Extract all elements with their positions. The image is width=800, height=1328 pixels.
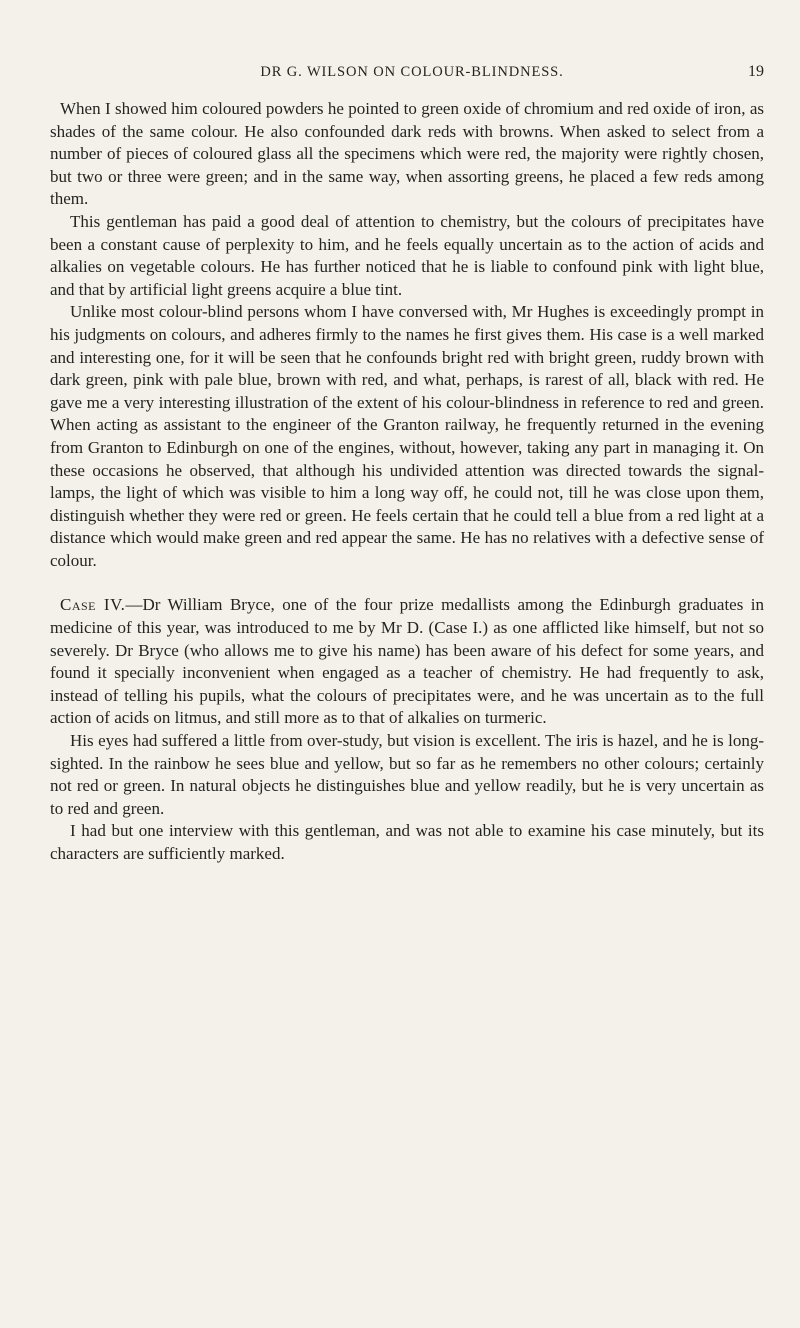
paragraph: Unlike most colour-blind persons whom I have conversed with, Mr Hughes is exceedingly prompt in his judgments on colours, and adheres firmly to the names he first gives them. His case is a well marked and interesting one, for it will be seen that he confounds bright red with bright green, ruddy brown with dark green, pink with pale blue, brown with red, and what, perhaps, is rarest of all, black with red. He gave me a very interesting illustration of the extent of his colour-blindness in reference to red and green. When acting as assistant to the engineer of the Granton railway, he frequently returned in the evening from Granton to Edinburgh on one of the engines, without, however, taking any part in managing it. On these occasions he observed, that although his undivided attention was directed towards the signal-lamps, the light of which was visible to him a long way off, he could not, till he was close upon them, distinguish whether they were red or green. He feels certain that he could tell a blue from a red light at a distance which would make green and red appear the same. He has no relatives with a defective sense of colour. <box>50 302 764 570</box>
body-text <box>50 98 764 866</box>
case-text: —Dr William Bryce, one of the four prize medallists among the Edinburgh graduates in medicine of this year, was introduced to me by Mr D. (Case I.) as one afflicted like himself, but not so severely. Dr Bryce (who allows me to give his name) has been aware of his defect for some years, and found it specially inconvenient when engaged as a teacher of chemistry. He had frequently to ask, instead of telling his pupils, what the colours of precipitates were, and he was uncertain as to the full action of acids on litmus, and still more as to that of alkalies on turmeric. <box>50 595 764 728</box>
case-paragraph <box>50 594 764 730</box>
paragraph: When I showed him coloured powders he pointed to green oxide of chromium and red oxide of iron, as shades of the same colour. He also confounded dark reds with browns. When asked to select from a number of pieces of coloured glass all the specimens which were red, the majority were rightly chosen, but two or three were green; and in the same way, when assorting greens, he placed a few reds among them. <box>50 99 764 209</box>
case-label: Case IV. <box>60 595 126 615</box>
paragraph: This gentleman has paid a good deal of attention to chemistry, but the colours of precipitates have been a constant cause of perplexity to him, and he feels equally uncertain as to the action of acids and alkalies on vegetable colours. He has further noticed that he is liable to confound pink with light blue, and that by artificial light greens acquire a blue tint. <box>50 211 764 299</box>
running-header <box>50 63 764 87</box>
page-number: 19 <box>748 63 764 80</box>
paragraph: His eyes had suffered a little from over-study, but vision is excellent. The iris is hazel, and he is long-sighted. In the rainbow he sees blue and yellow, but so far as he remembers no other colours; certainly not red or green. In natural objects he distinguishes blue and yellow readily, but he is very uncertain as to red and green. <box>50 731 764 818</box>
running-title: DR G. WILSON ON COLOUR-BLINDNESS. <box>260 64 564 80</box>
paragraph: I had but one interview with this gentleman, and was not able to examine his case minutely, but its characters are sufficiently marked. <box>50 821 764 863</box>
